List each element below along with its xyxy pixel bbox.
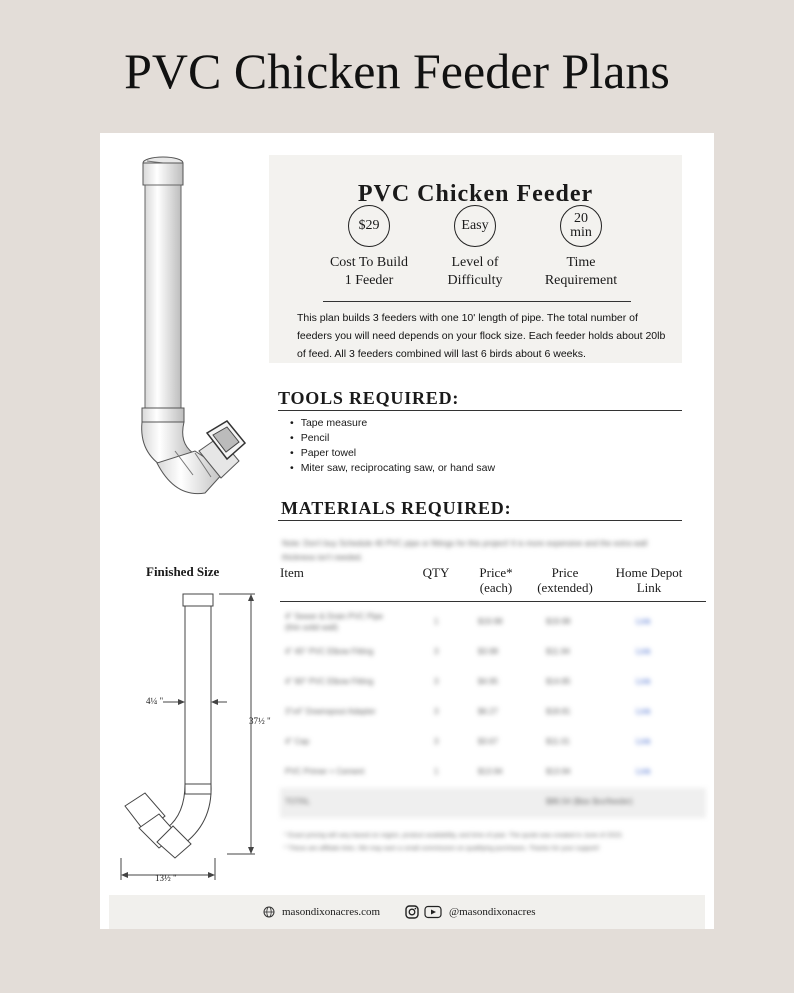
row-price-each: $6.27 bbox=[478, 707, 499, 716]
tool-item: • Pencil bbox=[290, 431, 495, 446]
website-link[interactable]: masondixonacres.com bbox=[282, 906, 381, 918]
summary-box bbox=[269, 155, 682, 363]
row-link[interactable]: Link bbox=[636, 617, 651, 626]
row-price-each: $3.67 bbox=[478, 737, 499, 746]
row-link[interactable]: Link bbox=[636, 647, 651, 656]
row-price-extended: $14.85 bbox=[546, 677, 571, 686]
row-qty: 1 bbox=[434, 767, 439, 776]
col-price-ext-line2: (extended) bbox=[537, 580, 593, 595]
stat-time bbox=[526, 205, 636, 290]
feeder-title: PVC Chicken Feeder bbox=[357, 181, 594, 207]
time-value-number: 20 bbox=[574, 211, 588, 226]
cost-value: $29 bbox=[348, 205, 390, 247]
tools-heading: TOOLS REQUIRED: bbox=[278, 388, 460, 408]
row-link[interactable]: Link bbox=[636, 767, 651, 776]
stat-difficulty bbox=[420, 205, 530, 290]
intro-text: This plan builds 3 feeders with one 10' length of pipe. The total number of feeders you will need depends on your flock size. Each feeder holds about 20lb of feed. All 3 feeders combined will last 6 birds about 6 weeks. bbox=[297, 312, 666, 360]
col-link-line2: Link bbox=[636, 580, 662, 595]
table-row bbox=[280, 728, 706, 758]
page-title: PVC Chicken Feeder Plans bbox=[124, 43, 670, 99]
footnotes bbox=[284, 829, 694, 855]
tools-list bbox=[290, 416, 495, 476]
col-link-line1: Home Depot bbox=[615, 565, 683, 580]
row-item: 4" 45° PVC Elbow Fitting bbox=[285, 647, 374, 656]
cost-label-line1: Cost To Build bbox=[329, 255, 409, 270]
table-row bbox=[280, 698, 706, 728]
instagram-icon[interactable] bbox=[405, 905, 419, 919]
youtube-icon[interactable] bbox=[424, 905, 442, 919]
col-price-ext-line1: Price bbox=[551, 565, 579, 580]
footer bbox=[109, 895, 705, 929]
col-price-each-line2: (each) bbox=[479, 580, 513, 595]
dim-diameter: 4¼ " bbox=[146, 696, 164, 706]
table-row bbox=[280, 668, 706, 698]
difficulty-value: Easy bbox=[454, 205, 496, 247]
total-value: $86.54 ($tax $xx/feeder) bbox=[546, 797, 633, 806]
row-price-extended: $11.94 bbox=[546, 647, 570, 656]
row-price-extended: $18.81 bbox=[546, 707, 571, 716]
footnote: * These are affiliate links. We may earn a small commission on qualifying purchases. Thanks for your support! bbox=[284, 845, 600, 852]
feeder-render-image bbox=[135, 153, 275, 503]
row-link[interactable]: Link bbox=[636, 707, 651, 716]
dim-height: 37½ " bbox=[249, 716, 271, 726]
materials-heading: MATERIALS REQUIRED: bbox=[281, 498, 512, 518]
time-label-line2: Requirement bbox=[544, 273, 618, 288]
row-qty: 1 bbox=[434, 617, 439, 626]
row-price-each: $13.94 bbox=[478, 767, 503, 776]
tool-item: • Tape measure bbox=[290, 416, 495, 431]
tool-item: • Miter saw, reciprocating saw, or hand saw bbox=[290, 461, 495, 476]
tools-divider bbox=[278, 410, 682, 411]
tool-item: • Paper towel bbox=[290, 446, 495, 461]
row-item: 3"x4" Downspout Adapter bbox=[285, 707, 376, 716]
row-item-sub: (thin solid wall) bbox=[285, 623, 338, 632]
finished-size-diagram bbox=[115, 588, 280, 888]
row-price-each: $3.98 bbox=[478, 647, 499, 656]
header-divider bbox=[323, 301, 631, 302]
globe-icon bbox=[263, 906, 275, 918]
col-price-extended bbox=[532, 565, 598, 595]
finished-size-label: Finished Size bbox=[146, 564, 220, 579]
row-price-extended: $19.98 bbox=[546, 617, 571, 626]
row-price-each: $19.98 bbox=[478, 617, 503, 626]
row-qty: 3 bbox=[434, 707, 439, 716]
table-header-divider bbox=[280, 601, 706, 602]
row-qty: 3 bbox=[434, 647, 439, 656]
dim-width: 13½ " bbox=[155, 873, 177, 883]
plan-sheet bbox=[100, 133, 714, 929]
materials-note: Note: Don't buy Schedule 40 PVC pipe or fittings for this project! It is more expensive and the extra wall thickness isn't needed. bbox=[282, 539, 648, 562]
row-item: 4" Sewer & Drain PVC Pipe bbox=[285, 612, 383, 621]
row-qty: 3 bbox=[434, 737, 439, 746]
footnote: * Exact pricing will vary based on region, product availability, and time of year. The quote was created in June of 2023. bbox=[284, 832, 624, 839]
difficulty-label-line2: Difficulty bbox=[447, 273, 503, 288]
col-item: Item bbox=[280, 565, 304, 580]
table-row bbox=[280, 638, 706, 668]
cost-label-line2: 1 Feeder bbox=[344, 273, 394, 288]
col-qty: QTY bbox=[422, 565, 450, 580]
materials-divider bbox=[278, 520, 682, 521]
col-price-each bbox=[468, 565, 524, 595]
total-label: TOTAL bbox=[285, 797, 311, 806]
time-value-unit: min bbox=[570, 225, 592, 240]
row-price-each: $4.95 bbox=[478, 677, 499, 686]
row-link[interactable]: Link bbox=[636, 737, 651, 746]
time-value bbox=[560, 205, 602, 247]
row-link[interactable]: Link bbox=[636, 677, 651, 686]
time-label-line1: Time bbox=[566, 255, 596, 270]
stat-cost bbox=[314, 205, 424, 290]
table-row bbox=[280, 758, 706, 788]
difficulty-label-line1: Level of bbox=[451, 255, 499, 270]
row-item: 4" Cap bbox=[285, 737, 310, 746]
col-home-depot-link bbox=[606, 565, 692, 595]
total-row bbox=[280, 788, 706, 818]
materials-table-body bbox=[280, 608, 706, 818]
row-price-extended: $11.01 bbox=[546, 737, 570, 746]
table-row bbox=[280, 608, 706, 638]
row-item: 4" 90° PVC Elbow Fitting bbox=[285, 677, 374, 686]
row-item: PVC Primer + Cement bbox=[285, 767, 365, 776]
social-handle[interactable]: @masondixonacres bbox=[449, 906, 536, 918]
col-price-each-line1: Price* bbox=[479, 565, 513, 580]
row-price-extended: $13.94 bbox=[546, 767, 571, 776]
row-qty: 3 bbox=[434, 677, 439, 686]
